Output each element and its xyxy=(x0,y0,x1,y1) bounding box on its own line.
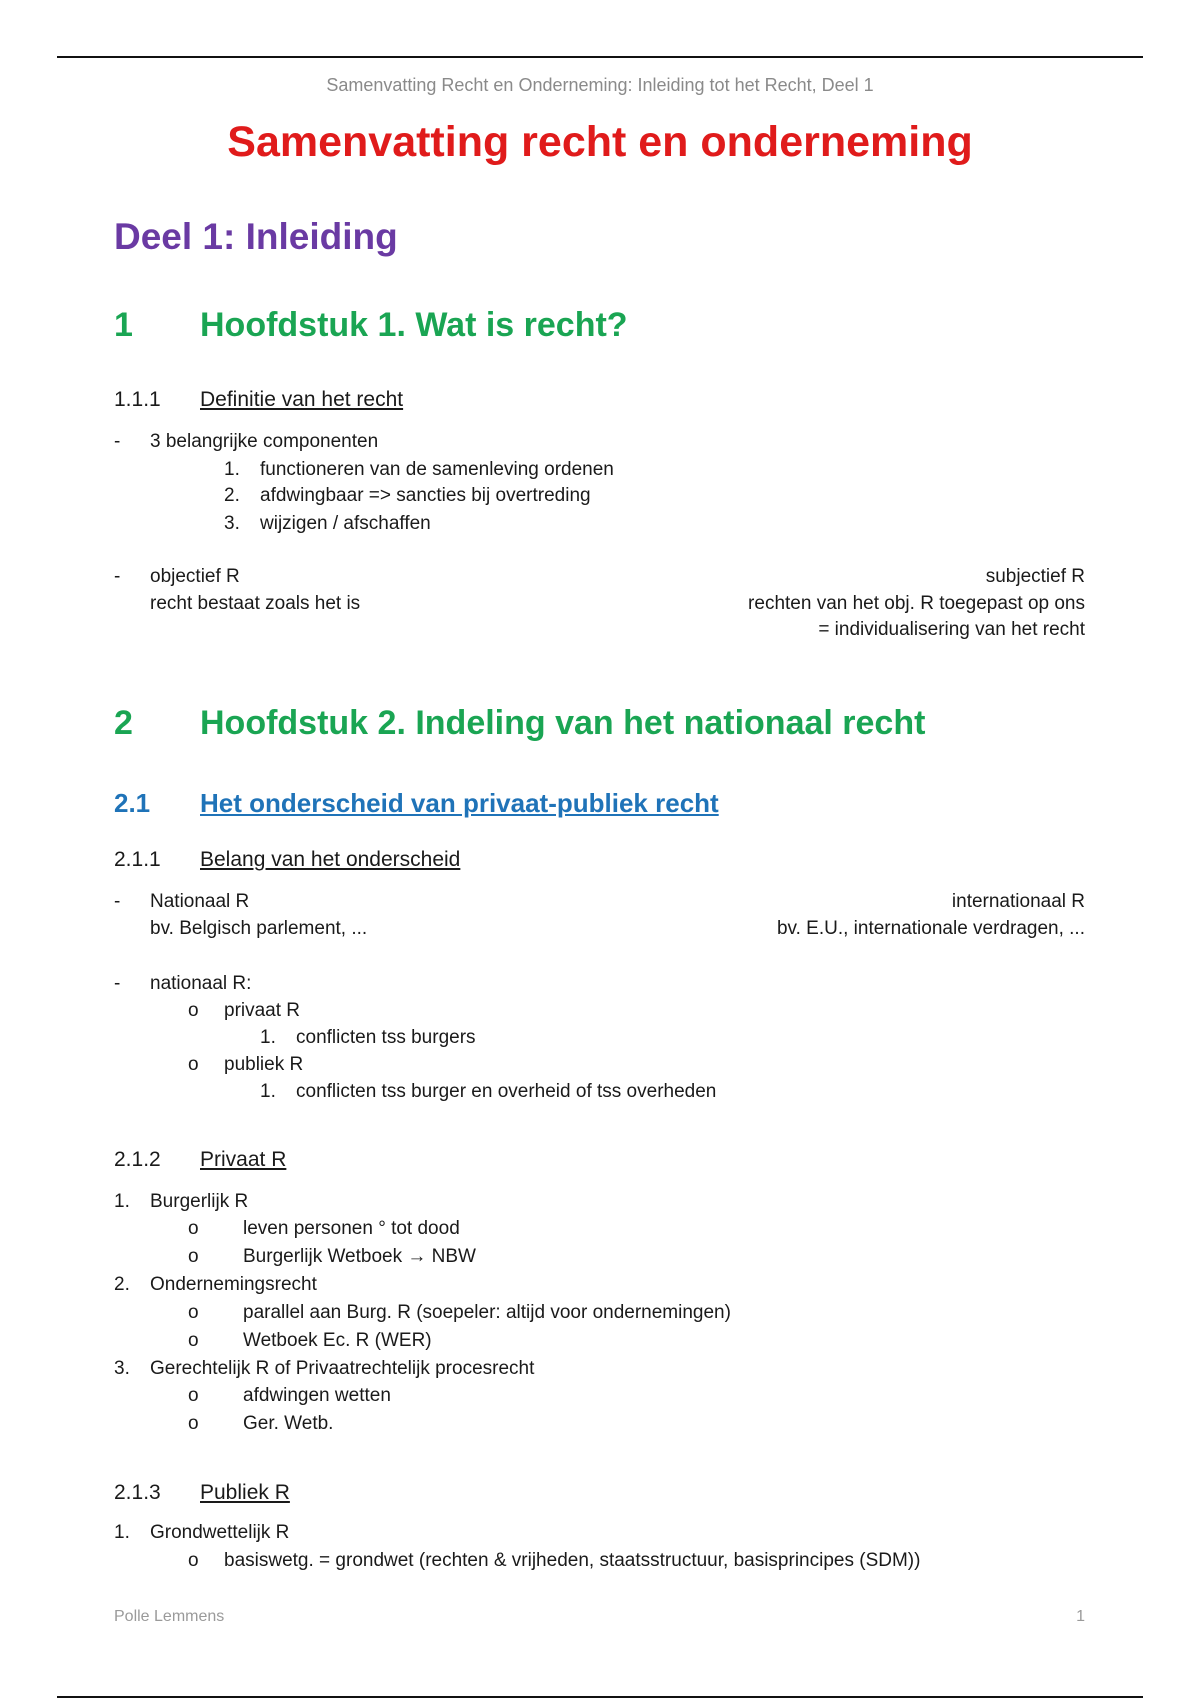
list-sub-item: Wetboek Ec. R (WER) xyxy=(243,1330,432,1351)
list-number: 2. xyxy=(114,1274,130,1295)
privaat-item: conflicten tss burgers xyxy=(296,1027,476,1048)
component-item: wijzigen / afschaffen xyxy=(260,513,431,534)
subjectief-desc-2: = individualisering van het recht xyxy=(818,619,1085,640)
list-sub-item: parallel aan Burg. R (soepeler: altijd voor ondernemingen) xyxy=(243,1302,731,1323)
bullet-circle: o xyxy=(188,1218,199,1239)
list-number: 3. xyxy=(114,1358,130,1379)
section-2-1-title: Het onderscheid van privaat-publiek recht xyxy=(200,788,719,818)
list-item-label: Gerechtelijk R of Privaatrechtelijk procesrecht xyxy=(150,1358,535,1379)
section-2-1-2-number: 2.1.2 xyxy=(114,1148,161,1171)
privaat-item-number: 1. xyxy=(260,1027,276,1048)
bullet-dash: - xyxy=(114,891,121,912)
publiek-item: conflicten tss burger en overheid of tss overheden xyxy=(296,1081,717,1102)
nationaal-intro: nationaal R: xyxy=(150,973,252,994)
bullet-dash: - xyxy=(114,566,121,587)
list-item-label: Burgerlijk R xyxy=(150,1191,249,1212)
section-2-1-1-number: 2.1.1 xyxy=(114,848,161,871)
bullet-circle: o xyxy=(188,1302,199,1323)
component-item: afdwingbaar => sancties bij overtreding xyxy=(260,485,591,506)
footer-page-number: 1 xyxy=(1076,1608,1085,1625)
component-number: 3. xyxy=(224,513,240,534)
nationaal-desc: bv. Belgisch parlement, ... xyxy=(150,918,368,939)
chapter-1-number: 1 xyxy=(114,306,133,344)
bullet-circle: o xyxy=(188,1054,199,1075)
bullet-dash: - xyxy=(114,973,121,994)
component-number: 1. xyxy=(224,459,240,480)
bullet-dash: - xyxy=(114,431,121,452)
section-1-1-1-title: Definitie van het recht xyxy=(200,388,404,411)
list-sub-item: leven personen ° tot dood xyxy=(243,1218,460,1239)
nationaal-title: Nationaal R xyxy=(150,891,250,912)
subjectief-desc: rechten van het obj. R toegepast op ons xyxy=(748,593,1085,614)
objectief-desc: recht bestaat zoals het is xyxy=(150,593,361,614)
bullet-circle: o xyxy=(188,1385,199,1406)
list-sub-item: afdwingen wetten xyxy=(243,1385,391,1406)
internationaal-title: internationaal R xyxy=(951,891,1085,912)
list-number: 1. xyxy=(114,1522,130,1543)
list-sub-item: basiswetg. = grondwet (rechten & vrijheden, staatsstructuur, basisprincipes (SDM)) xyxy=(224,1550,921,1571)
list-sub-item: Burgerlijk Wetboek → NBW xyxy=(243,1246,476,1267)
chapter-2-number: 2 xyxy=(114,704,133,742)
list-number: 1. xyxy=(114,1191,130,1212)
list-sub-item: Ger. Wetb. xyxy=(243,1413,334,1434)
footer-author: Polle Lemmens xyxy=(114,1608,225,1625)
section-2-1-3-title: Publiek R xyxy=(200,1481,290,1504)
list-item-label: Ondernemingsrecht xyxy=(150,1274,317,1295)
bullet-circle: o xyxy=(188,1413,199,1434)
bullet-circle: o xyxy=(188,1330,199,1351)
list-item-label: Grondwettelijk R xyxy=(150,1522,290,1543)
components-intro: 3 belangrijke componenten xyxy=(150,431,379,452)
section-2-1-1-title: Belang van het onderscheid xyxy=(200,848,461,871)
section-2-1-3-number: 2.1.3 xyxy=(114,1481,161,1504)
running-header: Samenvatting Recht en Onderneming: Inleiding tot het Recht, Deel 1 xyxy=(326,75,874,95)
component-number: 2. xyxy=(224,485,240,506)
privaat-label: privaat R xyxy=(224,1000,301,1021)
component-item: functioneren van de samenleving ordenen xyxy=(260,459,614,480)
bullet-circle: o xyxy=(188,1550,199,1571)
chapter-1-title: Hoofdstuk 1. Wat is recht? xyxy=(200,306,628,344)
section-1-1-1-number: 1.1.1 xyxy=(114,388,161,411)
top-rule xyxy=(57,56,1143,58)
publiek-item-number: 1. xyxy=(260,1081,276,1102)
bottom-rule xyxy=(57,1696,1143,1698)
subjectief-title: subjectief R xyxy=(985,566,1085,587)
part-heading: Deel 1: Inleiding xyxy=(114,216,398,257)
chapter-2-title: Hoofdstuk 2. Indeling van het nationaal recht xyxy=(200,704,926,742)
document-title: Samenvatting recht en onderneming xyxy=(227,118,973,166)
bullet-circle: o xyxy=(188,1000,199,1021)
section-2-1-number: 2.1 xyxy=(114,788,151,818)
publiek-label: publiek R xyxy=(224,1054,304,1075)
objectief-title: objectief R xyxy=(150,566,240,587)
internationaal-desc: bv. E.U., internationale verdragen, ... xyxy=(776,918,1085,939)
bullet-circle: o xyxy=(188,1246,199,1267)
section-2-1-2-title: Privaat R xyxy=(200,1148,287,1171)
